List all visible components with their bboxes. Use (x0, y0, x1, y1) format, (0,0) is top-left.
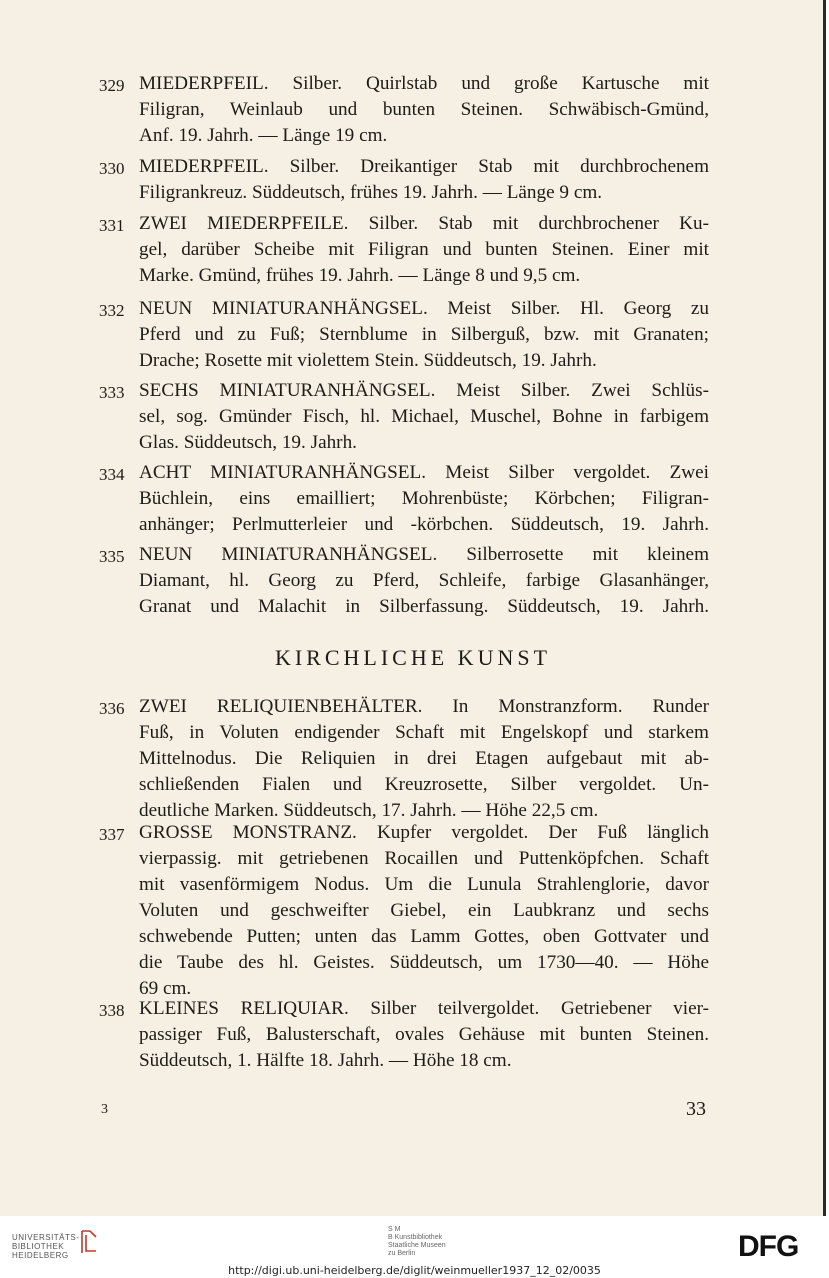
entry-number: 338 (99, 1001, 125, 1020)
entry-number: 337 (99, 825, 125, 844)
entry-number: 335 (99, 547, 125, 566)
catalog-entry-336 (99, 694, 709, 824)
entry-line: ZWEI MIEDERPFEILE. Silber. Stab mit durchbrochener Ku- (139, 213, 709, 234)
entry-line: KLEINES RELIQUIAR. Silber teilvergoldet. Getriebener vier- (139, 998, 709, 1019)
entry-line: Drache; Rosette mit violettem Stein. Süddeutsch, 19. Jahrh. (139, 350, 597, 371)
entry-line: Süddeutsch, 1. Hälfte 18. Jahrh. — Höhe 18 cm. (139, 1050, 512, 1071)
entry-line: passiger Fuß, Balusterschaft, ovales Gehäuse mit bunten Steinen. (139, 1024, 709, 1045)
entry-number: 334 (99, 465, 125, 484)
entry-line: NEUN MINIATURANHÄNGSEL. Silberrosette mit kleinem (139, 544, 709, 565)
library-name: UNIVERSITÄTS- BIBLIOTHEK HEIDELBERG (12, 1233, 80, 1260)
entry-line: die Taube des hl. Geistes. Süddeutsch, um 1730—40. — Höhe (139, 952, 709, 973)
entry-line: Büchlein, eins emailliert; Mohrenbüste; Körbchen; Filigran- (139, 488, 709, 509)
entry-line: Voluten und geschweifter Giebel, ein Laubkranz und sechs (139, 900, 709, 921)
catalog-entry-331 (99, 211, 709, 289)
entry-number: 336 (99, 699, 125, 718)
catalog-entry-329 (99, 71, 709, 149)
catalog-entry-337 (99, 820, 709, 1002)
section-heading: KIRCHLICHE KUNST (274, 645, 552, 670)
entry-number: 333 (99, 383, 125, 402)
source-url[interactable]: http://digi.ub.uni-heidelberg.de/diglit/weinmueller1937_12_02/0035 (228, 1264, 601, 1277)
catalog-entry-338 (99, 996, 709, 1074)
entry-line: mit vasenförmigem Nodus. Um die Lunula Strahlenglorie, davor (139, 874, 709, 895)
entry-line: MIEDERPFEIL. Silber. Dreikantiger Stab mit durchbrochenem (139, 156, 709, 177)
entry-line: Fuß, in Voluten endigender Schaft mit Engelskopf und starkem (139, 722, 709, 743)
entry-line: SECHS MINIATURANHÄNGSEL. Meist Silber. Zwei Schlüs- (139, 380, 709, 401)
entry-line: MIEDERPFEIL. Silber. Quirlstab und große Kartusche mit (139, 73, 709, 94)
entry-line: 69 cm. (139, 978, 192, 999)
catalog-entry-330 (99, 154, 709, 206)
entry-line: Filigrankreuz. Süddeutsch, frühes 19. Jahrh. — Länge 9 cm. (139, 182, 603, 203)
entry-line: Glas. Süddeutsch, 19. Jahrh. (139, 432, 357, 453)
entry-line: schließenden Fialen und Kreuzrosette, Silber vergoldet. Un- (139, 774, 709, 795)
entry-line: Anf. 19. Jahrh. — Länge 19 cm. (139, 125, 388, 146)
entry-line: gel, darüber Scheibe mit Filigran und bunten Steinen. Einer mit (139, 239, 709, 260)
entry-number: 329 (99, 76, 125, 95)
entry-line: vierpassig. mit getriebenen Rocaillen und Puttenköpfchen. Schaft (139, 848, 709, 869)
entry-line: NEUN MINIATURANHÄNGSEL. Meist Silber. Hl. Georg zu (139, 298, 709, 319)
entry-line: ACHT MINIATURANHÄNGSEL. Meist Silber vergoldet. Zwei (139, 462, 709, 483)
entry-line: Mittelnodus. Die Reliquien in drei Etagen aufgebaut mit ab- (139, 748, 709, 769)
entry-line: ZWEI RELIQUIENBEHÄLTER. In Monstranzform. Runder (139, 696, 709, 717)
viewer-footer (0, 1216, 829, 1278)
entry-line: anhänger; Perlmutterleier und -körbchen. Süddeutsch, 19. Jahrh. (139, 514, 709, 535)
entry-number: 330 (99, 159, 125, 178)
entry-line: sel, sog. Gmünder Fisch, hl. Michael, Muschel, Bohne in farbigem (139, 406, 709, 427)
entry-line: Marke. Gmünd, frühes 19. Jahrh. — Länge 8 und 9,5 cm. (139, 265, 581, 286)
entry-number: 331 (99, 216, 125, 235)
page-number: 33 (686, 1098, 706, 1120)
institution-stamp: S M B Kunstbibliothek Staatliche Museen zu Berlin (388, 1226, 446, 1257)
catalog-entry-335 (99, 542, 709, 620)
signature-mark: 3 (101, 1102, 108, 1117)
entry-line: Diamant, hl. Georg zu Pferd, Schleife, farbige Glasanhänger, (139, 570, 709, 591)
library-logo-icon (78, 1229, 100, 1255)
catalog-entry-332 (99, 296, 709, 374)
dfg-logo: DFG (738, 1230, 799, 1263)
entry-line: Granat und Malachit in Silberfassung. Süddeutsch, 19. Jahrh. (139, 596, 709, 617)
entry-line: deutliche Marken. Süddeutsch, 17. Jahrh. — Höhe 22,5 cm. (139, 800, 599, 821)
entry-line: Filigran, Weinlaub und bunten Steinen. Schwäbisch-Gmünd, (139, 99, 709, 120)
catalog-entry-334 (99, 460, 709, 538)
entry-line: Pferd und zu Fuß; Sternblume in Silberguß, bzw. mit Granaten; (139, 324, 709, 345)
entry-line: schwebende Putten; unten das Lamm Gottes, oben Gottvater und (139, 926, 709, 947)
catalog-entry-333 (99, 378, 709, 456)
entry-line: GROSSE MONSTRANZ. Kupfer vergoldet. Der Fuß länglich (139, 822, 709, 843)
entry-number: 332 (99, 301, 125, 320)
